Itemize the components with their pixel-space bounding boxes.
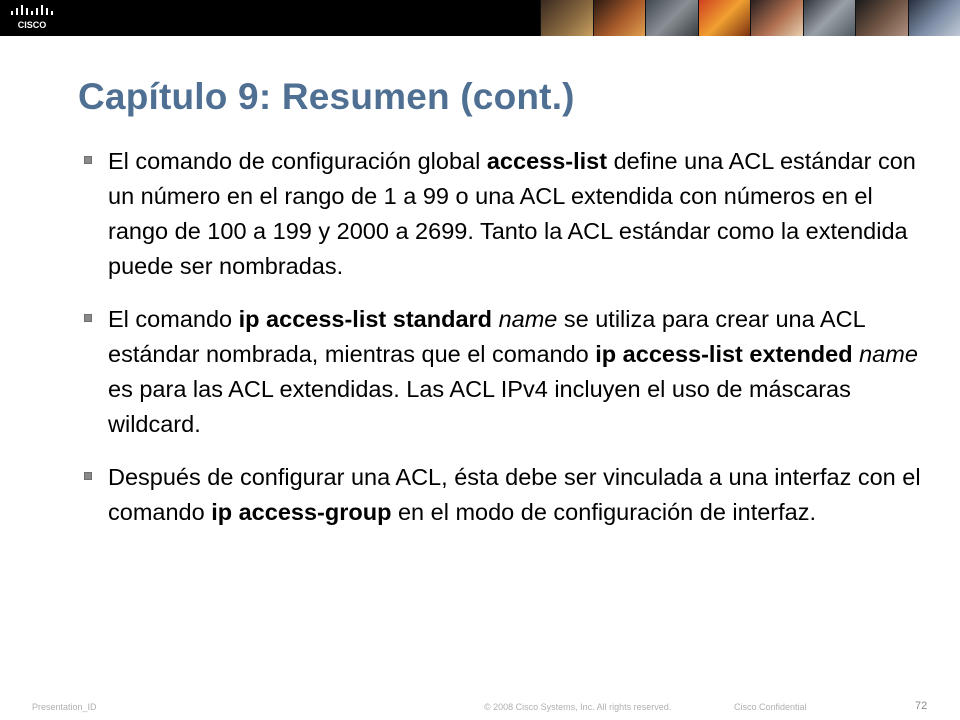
bullet-text: [108, 306, 918, 437]
photo-strip-image: [698, 0, 751, 36]
bullet-text-run: Después de configurar una ACL, ésta debe ser vinculada a una interfaz con el comando: [108, 464, 921, 525]
header-bar: [0, 0, 960, 36]
bullet-text-run: se utiliza para crear una ACL estándar nombrada, mientras que el comando: [108, 306, 865, 367]
command-keyword: ip access-group: [211, 499, 392, 525]
photo-strip-image: [593, 0, 646, 36]
command-keyword: ip access-list standard: [238, 306, 493, 332]
command-argument: name: [498, 306, 558, 332]
command-keyword: access-list: [486, 148, 608, 174]
bullet-item: [84, 302, 934, 442]
photo-strip-image: [645, 0, 698, 36]
bullet-text-run: es para las ACL extendidas. Las ACL IPv4 incluyen el uso de máscaras wildcard.: [108, 376, 851, 437]
photo-strip-image: [540, 0, 593, 36]
cisco-logo: [8, 4, 56, 32]
svg-text:CISCO: CISCO: [17, 20, 47, 30]
bullet-text-run: en el modo de configuración de interfaz.: [391, 499, 817, 525]
bullet-text-run: define una ACL estándar con un número en el rango de 1 a 99 o una ACL extendida con números en el rango de 100 a 199 y 2000 a 2699. Tanto la ACL estándar como la extendida puede ser nombradas.: [108, 148, 916, 279]
page-number: 72: [915, 700, 928, 712]
photo-strip-image: [855, 0, 908, 36]
photo-strip-image: [750, 0, 803, 36]
photo-strip: [540, 0, 960, 36]
bullet-item: [84, 460, 934, 530]
footer-confidential: Cisco Confidential: [734, 702, 807, 712]
square-bullet-icon: [84, 156, 92, 164]
bullet-list: [84, 144, 934, 548]
photo-strip-image: [803, 0, 856, 36]
footer-copyright: © 2008 Cisco Systems, Inc. All rights reserved.: [484, 702, 672, 712]
photo-strip-image: [908, 0, 960, 36]
bullet-item: [84, 144, 934, 284]
square-bullet-icon: [84, 472, 92, 480]
slide-title: Capítulo 9: Resumen (cont.): [78, 76, 575, 117]
bullet-text-run: El comando: [108, 306, 239, 332]
footer-presentation-id: Presentation_ID: [32, 702, 97, 712]
command-argument: name: [859, 341, 918, 367]
bullet-text: [108, 464, 921, 525]
square-bullet-icon: [84, 314, 92, 322]
command-keyword: ip access-list extended: [595, 341, 853, 367]
bullet-text-run: El comando de configuración global: [108, 148, 487, 174]
bullet-text: [108, 148, 916, 279]
